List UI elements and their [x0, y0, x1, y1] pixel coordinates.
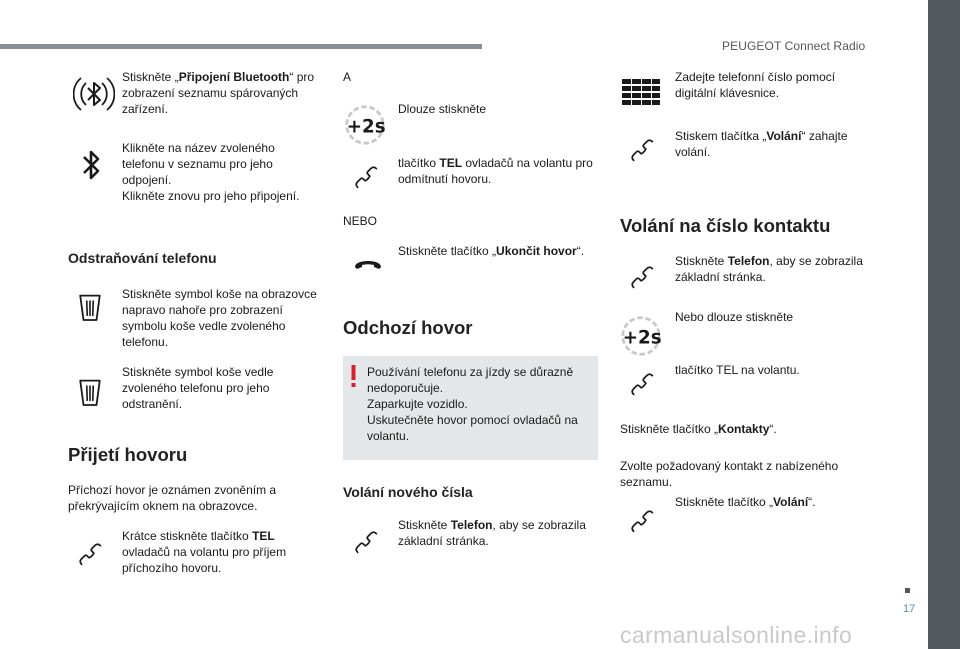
- end-call-text: Stiskněte tlačítko „Ukončit hovor“.: [398, 244, 585, 258]
- outgoing-call-heading: Odchozí hovor: [343, 317, 473, 338]
- trash-icon: [77, 375, 103, 409]
- header-title: PEUGEOT Connect Radio: [722, 39, 866, 53]
- side-band: [928, 0, 960, 649]
- trash-step1-text: Stiskněte symbol koše na obrazovce napravo nahoře pro zobrazení symbolu koše vedle zvoleného telefonu.: [122, 287, 317, 349]
- keypad-text: Zadejte telefonní číslo pomocí digitální klávesnice.: [675, 70, 836, 100]
- continue-marker: [905, 588, 910, 593]
- header-rule: [0, 44, 482, 49]
- phone-handset-icon: [628, 263, 658, 293]
- long-press-2s-icon: [344, 104, 386, 146]
- phone-handset-icon: [76, 540, 106, 570]
- hang-up-icon: [353, 257, 383, 273]
- telefon-step-text: Stiskněte Telefon, aby se zobrazila základní stránka.: [398, 518, 586, 548]
- accept-call-text: Krátce stiskněte tlačítko TEL ovladačů na volantu pro příjem příchozího hovoru.: [122, 529, 287, 575]
- option-a-label: A: [343, 70, 352, 84]
- phone-handset-icon: [352, 163, 382, 193]
- phone-handset-icon: [628, 370, 658, 400]
- watermark: carmanualsonline.info: [620, 622, 853, 648]
- select-contact-text: Zvolte požadovaný kontakt z nabízeného seznamu.: [620, 459, 839, 489]
- bluetooth-signal-icon: [73, 72, 115, 116]
- tel-wheel-text: tlačítko TEL na volantu.: [675, 363, 800, 377]
- long-press-text: Dlouze stiskněte: [398, 102, 487, 116]
- incoming-call-text: Příchozí hovor je oznámen zvoněním a překrývajícím oknem na obrazovce.: [68, 483, 277, 513]
- warning-box: [343, 356, 598, 460]
- keypad-icon: [622, 79, 660, 105]
- page-number: 17: [903, 603, 916, 615]
- receive-call-heading: Přijetí hovoru: [68, 444, 188, 465]
- phone-handset-icon: [352, 528, 382, 558]
- trash-icon: [77, 290, 103, 324]
- bt-connect-text: Stiskněte „Připojení Bluetooth“ pro zobrazení seznamu spárovaných zařízení.: [122, 70, 315, 116]
- trash-step2-text: Stiskněte symbol koše vedle zvoleného telefonu pro jeho odstranění.: [122, 365, 274, 411]
- long-press-2s-icon: [620, 315, 662, 357]
- warning-text: Používání telefonu za jízdy se důrazně nedoporučuje. Zaparkujte vozidlo. Uskutečněte hovor pomocí ovladačů na volantu.: [367, 365, 578, 443]
- long-press2-text: Nebo dlouze stiskněte: [675, 310, 794, 324]
- bt-disconnect-text: [122, 140, 312, 204]
- phone-handset-icon: [628, 136, 658, 166]
- new-number-heading: Volání nového čísla: [343, 484, 473, 500]
- remove-phone-heading: Odstraňování telefonu: [68, 250, 217, 266]
- call2-text: Stiskněte tlačítko „Volání“.: [675, 495, 816, 509]
- bt-disconnect-line1: Klikněte na název zvoleného telefonu v seznamu pro jeho odpojení.: [122, 141, 275, 187]
- bluetooth-icon: [80, 147, 104, 183]
- warning-icon: [351, 365, 356, 387]
- contacts-text: Stiskněte tlačítko „Kontakty“.: [620, 422, 777, 436]
- tel-reject-text: tlačítko TEL ovladačů na volantu pro odmítnutí hovoru.: [398, 156, 593, 186]
- phone-handset-icon: [628, 507, 658, 537]
- contact-call-heading: Volání na číslo kontaktu: [620, 215, 831, 236]
- or-label: NEBO: [343, 214, 378, 228]
- call-button-text: Stiskem tlačítka „Volání“ zahajte volání.: [675, 129, 848, 159]
- bt-disconnect-line2: Klikněte znovu pro jeho připojení.: [122, 189, 300, 203]
- telefon-step2-text: Stiskněte Telefon, aby se zobrazila základní stránka.: [675, 254, 863, 284]
